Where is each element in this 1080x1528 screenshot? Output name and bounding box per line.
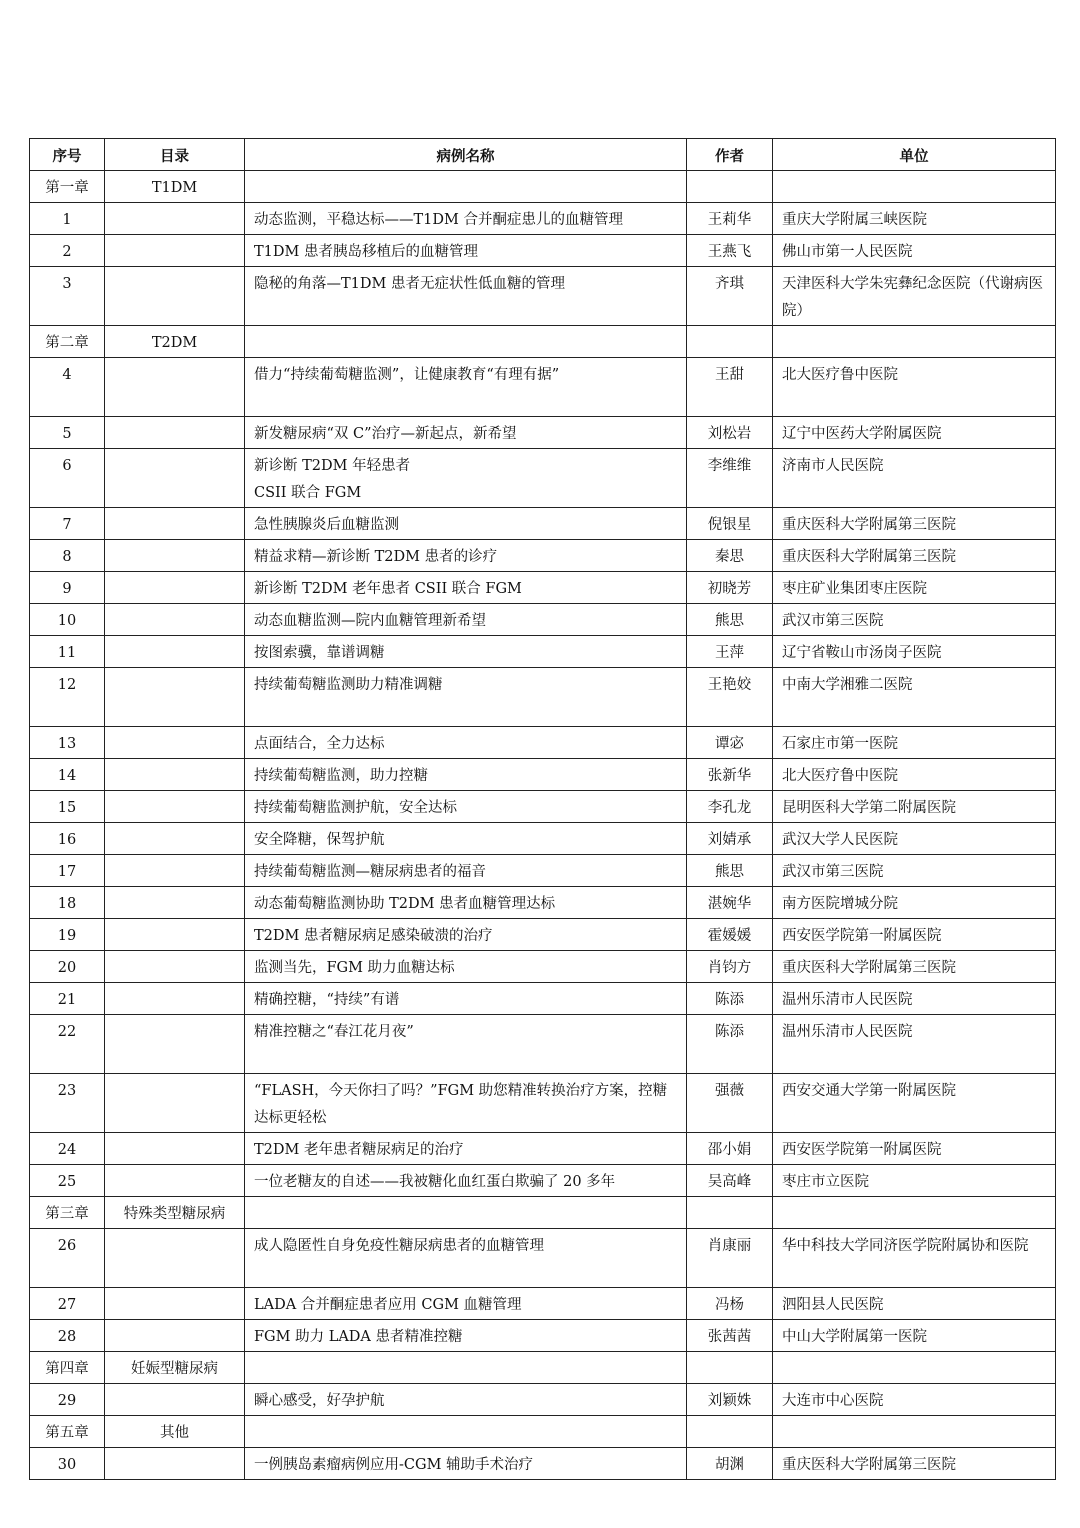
row-unit <box>773 1197 1056 1229</box>
row-number: 8 <box>30 540 105 572</box>
row-case-title: 安全降糖，保驾护航 <box>245 823 687 855</box>
row-unit: 泗阳县人民医院 <box>773 1288 1056 1320</box>
row-case-title: 隐秘的角落—T1DM 患者无症状性低血糖的管理 <box>245 267 687 326</box>
chapter-row <box>30 1197 1056 1229</box>
row-unit: 西安医学院第一附属医院 <box>773 919 1056 951</box>
row-unit: 华中科技大学同济医学院附属协和医院 <box>773 1229 1056 1288</box>
row-category <box>105 417 245 449</box>
row-case-title: 按图索骥，靠谱调糖 <box>245 636 687 668</box>
row-author: 李维维 <box>687 449 773 508</box>
row-author: 强薇 <box>687 1074 773 1133</box>
row-category <box>105 668 245 727</box>
row-number: 第三章 <box>30 1197 105 1229</box>
row-case-title: 新诊断 T2DM 老年患者 CSII 联合 FGM <box>245 572 687 604</box>
table-row <box>30 358 1056 417</box>
row-case-title: 一例胰岛素瘤病例应用-CGM 辅助手术治疗 <box>245 1448 687 1480</box>
table-row <box>30 449 1056 508</box>
table-row <box>30 1288 1056 1320</box>
table-row <box>30 1229 1056 1288</box>
row-number: 9 <box>30 572 105 604</box>
row-unit: 武汉市第三医院 <box>773 855 1056 887</box>
table-row <box>30 1165 1056 1197</box>
row-author <box>687 1352 773 1384</box>
row-unit: 大连市中心医院 <box>773 1384 1056 1416</box>
row-author: 邵小娟 <box>687 1133 773 1165</box>
row-number: 第一章 <box>30 171 105 203</box>
row-category <box>105 358 245 417</box>
row-unit: 重庆医科大学附属第三医院 <box>773 540 1056 572</box>
table-row <box>30 791 1056 823</box>
row-category <box>105 540 245 572</box>
row-number: 3 <box>30 267 105 326</box>
row-unit <box>773 171 1056 203</box>
row-author: 陈添 <box>687 983 773 1015</box>
table-row <box>30 1384 1056 1416</box>
chapter-row <box>30 326 1056 358</box>
table-row <box>30 919 1056 951</box>
row-number: 20 <box>30 951 105 983</box>
table-row <box>30 604 1056 636</box>
row-number: 12 <box>30 668 105 727</box>
row-number: 第四章 <box>30 1352 105 1384</box>
row-category <box>105 1165 245 1197</box>
row-case-title: 借力“持续葡萄糖监测”，让健康教育“有理有据” <box>245 358 687 417</box>
row-author: 刘颖姝 <box>687 1384 773 1416</box>
row-number: 第五章 <box>30 1416 105 1448</box>
row-author: 李孔龙 <box>687 791 773 823</box>
table-row <box>30 1320 1056 1352</box>
row-author: 张茜茜 <box>687 1320 773 1352</box>
row-unit: 天津医科大学朱宪彝纪念医院（代谢病医院） <box>773 267 1056 326</box>
row-case-title <box>245 1416 687 1448</box>
table-row <box>30 1015 1056 1074</box>
row-author: 张新华 <box>687 759 773 791</box>
row-number: 21 <box>30 983 105 1015</box>
row-unit: 中山大学附属第一医院 <box>773 1320 1056 1352</box>
row-number: 第二章 <box>30 326 105 358</box>
row-author: 秦思 <box>687 540 773 572</box>
row-unit <box>773 1416 1056 1448</box>
row-number: 17 <box>30 855 105 887</box>
row-category <box>105 1320 245 1352</box>
row-case-title: 监测当先，FGM 助力血糖达标 <box>245 951 687 983</box>
row-case-title: 动态监测，平稳达标——T1DM 合并酮症患儿的血糖管理 <box>245 203 687 235</box>
row-category: 特殊类型糖尿病 <box>105 1197 245 1229</box>
row-number: 5 <box>30 417 105 449</box>
row-author: 霍媛媛 <box>687 919 773 951</box>
row-case-title: 成人隐匿性自身免疫性糖尿病患者的血糖管理 <box>245 1229 687 1288</box>
table-row <box>30 508 1056 540</box>
table-row <box>30 855 1056 887</box>
row-author: 谭宓 <box>687 727 773 759</box>
row-author: 湛婉华 <box>687 887 773 919</box>
row-number: 18 <box>30 887 105 919</box>
row-unit: 武汉大学人民医院 <box>773 823 1056 855</box>
row-category <box>105 951 245 983</box>
row-case-title <box>245 1352 687 1384</box>
row-number: 10 <box>30 604 105 636</box>
table-row <box>30 1448 1056 1480</box>
row-category <box>105 759 245 791</box>
row-number: 2 <box>30 235 105 267</box>
row-number: 16 <box>30 823 105 855</box>
row-category <box>105 636 245 668</box>
row-category <box>105 203 245 235</box>
row-category <box>105 449 245 508</box>
row-author: 胡渊 <box>687 1448 773 1480</box>
table-row <box>30 759 1056 791</box>
row-unit: 重庆大学附属三峡医院 <box>773 203 1056 235</box>
row-number: 6 <box>30 449 105 508</box>
row-case-title: 瞬心感受，好孕护航 <box>245 1384 687 1416</box>
row-author: 刘松岩 <box>687 417 773 449</box>
header-unit: 单位 <box>773 139 1056 171</box>
row-category <box>105 572 245 604</box>
chapter-row <box>30 171 1056 203</box>
row-author: 王甜 <box>687 358 773 417</box>
row-category <box>105 1074 245 1133</box>
table-row <box>30 572 1056 604</box>
row-number: 29 <box>30 1384 105 1416</box>
header-category: 目录 <box>105 139 245 171</box>
table-row <box>30 823 1056 855</box>
row-case-title: T2DM 患者糖尿病足感染破溃的治疗 <box>245 919 687 951</box>
table-row <box>30 540 1056 572</box>
row-unit: 佛山市第一人民医院 <box>773 235 1056 267</box>
row-unit: 温州乐清市人民医院 <box>773 1015 1056 1074</box>
row-category <box>105 1229 245 1288</box>
table-row <box>30 727 1056 759</box>
row-case-title <box>245 326 687 358</box>
row-author <box>687 1197 773 1229</box>
row-number: 27 <box>30 1288 105 1320</box>
row-unit: 中南大学湘雅二医院 <box>773 668 1056 727</box>
row-case-title: 精准控糖之“春江花月夜” <box>245 1015 687 1074</box>
row-author: 吴高峰 <box>687 1165 773 1197</box>
row-category <box>105 919 245 951</box>
table-row <box>30 267 1056 326</box>
row-author <box>687 326 773 358</box>
header-case-title: 病例名称 <box>245 139 687 171</box>
table-row <box>30 887 1056 919</box>
row-category: 妊娠型糖尿病 <box>105 1352 245 1384</box>
row-number: 7 <box>30 508 105 540</box>
row-unit: 昆明医科大学第二附属医院 <box>773 791 1056 823</box>
row-case-title <box>245 1197 687 1229</box>
row-case-title: 急性胰腺炎后血糖监测 <box>245 508 687 540</box>
row-author: 倪银星 <box>687 508 773 540</box>
row-case-title: 精益求精—新诊断 T2DM 患者的诊疗 <box>245 540 687 572</box>
row-case-title: LADA 合并酮症患者应用 CGM 血糖管理 <box>245 1288 687 1320</box>
row-number: 19 <box>30 919 105 951</box>
row-unit: 南方医院增城分院 <box>773 887 1056 919</box>
row-category: T2DM <box>105 326 245 358</box>
row-author <box>687 171 773 203</box>
row-category <box>105 1288 245 1320</box>
table-row <box>30 636 1056 668</box>
row-unit: 枣庄市立医院 <box>773 1165 1056 1197</box>
row-case-title: 点面结合，全力达标 <box>245 727 687 759</box>
header-number: 序号 <box>30 139 105 171</box>
row-number: 26 <box>30 1229 105 1288</box>
row-case-title: “FLASH，今天你扫了吗？”FGM 助您精准转换治疗方案，控糖达标更轻松 <box>245 1074 687 1133</box>
row-category <box>105 1133 245 1165</box>
row-case-title: 新发糖尿病“双 C”治疗—新起点，新希望 <box>245 417 687 449</box>
row-number: 28 <box>30 1320 105 1352</box>
row-author: 冯杨 <box>687 1288 773 1320</box>
row-unit: 重庆医科大学附属第三医院 <box>773 1448 1056 1480</box>
row-author: 王燕飞 <box>687 235 773 267</box>
row-category <box>105 823 245 855</box>
row-author: 齐琪 <box>687 267 773 326</box>
row-author: 王萍 <box>687 636 773 668</box>
row-case-title: 动态葡萄糖监测协助 T2DM 患者血糖管理达标 <box>245 887 687 919</box>
row-author: 熊思 <box>687 855 773 887</box>
row-number: 14 <box>30 759 105 791</box>
row-unit: 武汉市第三医院 <box>773 604 1056 636</box>
table-row <box>30 417 1056 449</box>
row-author: 陈添 <box>687 1015 773 1074</box>
header-author: 作者 <box>687 139 773 171</box>
row-category <box>105 267 245 326</box>
row-category <box>105 1015 245 1074</box>
row-case-title <box>245 171 687 203</box>
row-unit: 重庆医科大学附属第三医院 <box>773 951 1056 983</box>
row-unit: 辽宁中医药大学附属医院 <box>773 417 1056 449</box>
table-row <box>30 951 1056 983</box>
table-row <box>30 203 1056 235</box>
row-case-title: 精确控糖，“持续”有谱 <box>245 983 687 1015</box>
row-unit: 北大医疗鲁中医院 <box>773 759 1056 791</box>
row-author: 王艳姣 <box>687 668 773 727</box>
row-category <box>105 1448 245 1480</box>
row-author: 熊思 <box>687 604 773 636</box>
row-category: T1DM <box>105 171 245 203</box>
row-unit: 温州乐清市人民医院 <box>773 983 1056 1015</box>
row-category <box>105 983 245 1015</box>
row-case-title: 一位老糖友的自述——我被糖化血红蛋白欺骗了 20 多年 <box>245 1165 687 1197</box>
row-case-title: 持续葡萄糖监测护航，安全达标 <box>245 791 687 823</box>
row-category <box>105 855 245 887</box>
row-number: 22 <box>30 1015 105 1074</box>
row-unit: 西安交通大学第一附属医院 <box>773 1074 1056 1133</box>
row-case-title: 持续葡萄糖监测—糖尿病患者的福音 <box>245 855 687 887</box>
chapter-row <box>30 1416 1056 1448</box>
row-category <box>105 727 245 759</box>
chapter-row <box>30 1352 1056 1384</box>
row-author: 王莉华 <box>687 203 773 235</box>
row-category <box>105 508 245 540</box>
row-number: 15 <box>30 791 105 823</box>
row-author: 刘婧承 <box>687 823 773 855</box>
row-category: 其他 <box>105 1416 245 1448</box>
row-category <box>105 887 245 919</box>
row-unit <box>773 326 1056 358</box>
table-body <box>30 171 1056 1480</box>
table-header-row <box>30 139 1056 171</box>
row-unit: 辽宁省鞍山市汤岗子医院 <box>773 636 1056 668</box>
row-author <box>687 1416 773 1448</box>
table-row <box>30 1133 1056 1165</box>
row-number: 24 <box>30 1133 105 1165</box>
row-category <box>105 235 245 267</box>
row-number: 30 <box>30 1448 105 1480</box>
table-row <box>30 235 1056 267</box>
row-number: 23 <box>30 1074 105 1133</box>
table-row <box>30 983 1056 1015</box>
row-unit: 西安医学院第一附属医院 <box>773 1133 1056 1165</box>
row-number: 4 <box>30 358 105 417</box>
row-case-title: 持续葡萄糖监测，助力控糖 <box>245 759 687 791</box>
row-number: 1 <box>30 203 105 235</box>
row-case-title: 动态血糖监测—院内血糖管理新希望 <box>245 604 687 636</box>
table-row <box>30 1074 1056 1133</box>
case-table <box>29 138 1056 1480</box>
row-case-title: 新诊断 T2DM 年轻患者 CSII 联合 FGM <box>245 449 687 508</box>
row-number: 11 <box>30 636 105 668</box>
row-unit: 重庆医科大学附属第三医院 <box>773 508 1056 540</box>
row-author: 肖康丽 <box>687 1229 773 1288</box>
row-case-title: T1DM 患者胰岛移植后的血糖管理 <box>245 235 687 267</box>
row-number: 13 <box>30 727 105 759</box>
row-unit: 石家庄市第一医院 <box>773 727 1056 759</box>
row-number: 25 <box>30 1165 105 1197</box>
row-case-title: FGM 助力 LADA 患者精准控糖 <box>245 1320 687 1352</box>
row-unit: 枣庄矿业集团枣庄医院 <box>773 572 1056 604</box>
row-author: 肖钧方 <box>687 951 773 983</box>
row-author: 初晓芳 <box>687 572 773 604</box>
row-case-title: T2DM 老年患者糖尿病足的治疗 <box>245 1133 687 1165</box>
table-row <box>30 668 1056 727</box>
row-unit: 济南市人民医院 <box>773 449 1056 508</box>
row-unit <box>773 1352 1056 1384</box>
row-unit: 北大医疗鲁中医院 <box>773 358 1056 417</box>
row-category <box>105 604 245 636</box>
row-category <box>105 1384 245 1416</box>
row-category <box>105 791 245 823</box>
row-case-title: 持续葡萄糖监测助力精准调糖 <box>245 668 687 727</box>
